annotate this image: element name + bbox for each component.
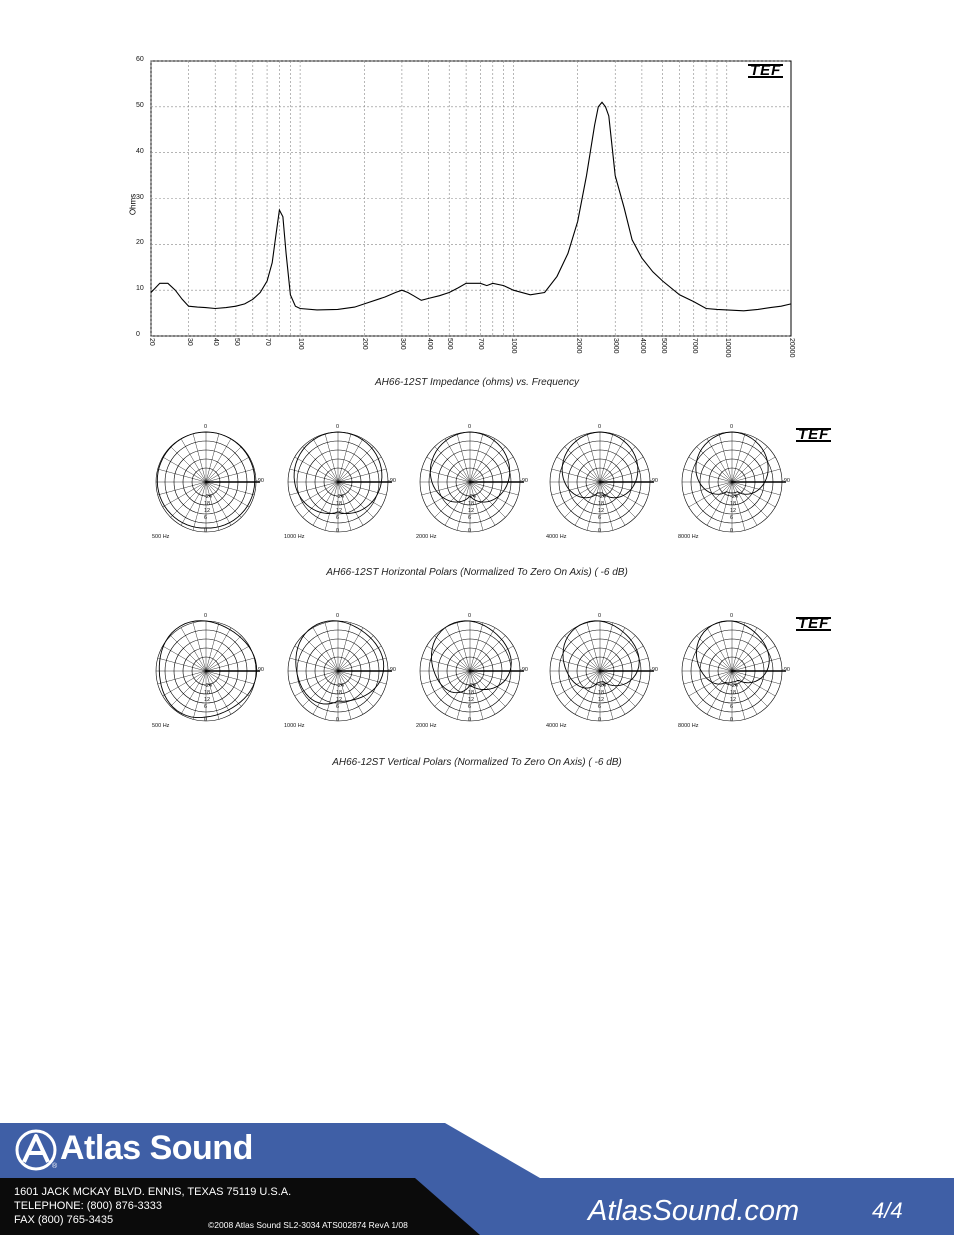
- polar-label-side: -90: [388, 478, 396, 484]
- polar-spoke: [171, 482, 206, 517]
- polar-label-side: -90: [650, 478, 658, 484]
- polar-spoke: [303, 671, 338, 706]
- horizontal-polars-caption: AH66-12ST Horizontal Polars (Normalized To Zero On Axis) ( -6 dB): [326, 567, 628, 578]
- polar-spoke: [338, 636, 373, 671]
- polar-frequency-label: 4000 Hz: [546, 723, 567, 729]
- polar-spoke: [338, 447, 373, 482]
- polar-db-label: 6: [730, 704, 734, 710]
- y-tick-label: 30: [136, 193, 144, 201]
- polar-label-side: -90: [520, 667, 528, 673]
- vertical-polars-caption: AH66-12ST Vertical Polars (Normalized To Zero On Axis) ( -6 dB): [332, 757, 622, 768]
- polar-label-bottom: 0: [468, 528, 472, 534]
- polar-spoke: [697, 482, 732, 517]
- x-tick-label: 3000: [612, 338, 620, 354]
- polar-spoke: [697, 671, 732, 706]
- x-tick-label: 100: [297, 338, 305, 350]
- polar-spoke: [303, 636, 338, 671]
- polar-label-bottom: 0: [336, 717, 340, 723]
- polar-db-label: -24: [468, 494, 476, 500]
- polar-spoke: [435, 482, 470, 517]
- x-tick-label: 400: [425, 338, 433, 350]
- x-tick-label: 10000: [723, 338, 731, 358]
- polar-db-label: -24: [204, 494, 212, 500]
- polar-db-label: -24: [598, 683, 606, 689]
- polar-spoke: [435, 671, 470, 706]
- polar-spoke: [171, 671, 206, 706]
- polar-db-label: 6: [336, 704, 340, 710]
- polar-db-label: 12: [468, 508, 475, 514]
- polar-db-label: 6: [598, 704, 602, 710]
- polar-db-label: 12: [730, 697, 737, 703]
- polar-label-top: 0: [468, 613, 472, 619]
- polar-db-label: 18: [598, 501, 605, 507]
- polar-db-label: 18: [336, 690, 343, 696]
- polar-spoke: [171, 447, 206, 482]
- impedance-caption: AH66-12ST Impedance (ohms) vs. Frequency: [375, 377, 579, 388]
- polar-frequency-label: 1000 Hz: [284, 534, 305, 540]
- polar-spoke: [565, 671, 600, 706]
- polar-spoke: [565, 482, 600, 517]
- footer: [0, 1123, 954, 1235]
- x-tick-label: 20000: [788, 338, 795, 358]
- polar-db-label: 6: [468, 515, 472, 521]
- polar-spoke: [565, 636, 600, 671]
- x-tick-label: 30: [185, 338, 193, 346]
- polar-db-label: 12: [204, 697, 211, 703]
- polar-db-label: 12: [598, 697, 605, 703]
- x-tick-label: 300: [398, 338, 406, 350]
- y-tick-label: 50: [136, 101, 144, 109]
- x-tick-label: 1000: [510, 338, 518, 354]
- y-tick-label: 10: [136, 285, 144, 293]
- polar-db-label: 18: [730, 501, 737, 507]
- polar-frequency-label: 4000 Hz: [546, 534, 567, 540]
- polar-db-label: 6: [204, 515, 208, 521]
- polar-db-label: -24: [598, 494, 606, 500]
- polar-db-label: -24: [730, 683, 738, 689]
- fax-line: FAX (800) 765-3435: [14, 1214, 114, 1226]
- address-line-1: 1601 JACK MCKAY BLVD. ENNIS, TEXAS 75119 U.S.A.: [14, 1186, 292, 1198]
- polar-label-top: 0: [730, 613, 734, 619]
- polar-label-top: 0: [336, 424, 340, 430]
- x-tick-label: 500: [446, 338, 454, 350]
- tef-logo-vertical: TEF: [798, 615, 830, 632]
- brand-name: Atlas Sound: [60, 1129, 253, 1167]
- polar-frequency-label: 2000 Hz: [416, 534, 437, 540]
- tef-logo-horizontal: TEF: [798, 426, 830, 443]
- x-tick-label: 40: [212, 338, 220, 346]
- polar-spoke: [435, 447, 470, 482]
- polar-spoke: [732, 447, 767, 482]
- registered-mark: ®: [52, 1163, 58, 1170]
- polar-spoke: [600, 447, 635, 482]
- polar-spoke: [470, 447, 505, 482]
- x-tick-label: 700: [477, 338, 485, 350]
- polar-label-side: -90: [782, 667, 790, 673]
- polar-db-label: 12: [336, 697, 343, 703]
- polar-db-label: 6: [730, 515, 734, 521]
- polar-db-label: 18: [468, 501, 475, 507]
- website-link[interactable]: AtlasSound.com: [588, 1195, 800, 1227]
- polar-label-top: 0: [598, 424, 602, 430]
- polar-label-bottom: 0: [598, 528, 602, 534]
- polar-frequency-label: 500 Hz: [152, 534, 170, 540]
- polar-db-label: 6: [468, 704, 472, 710]
- impedance-series-line: [151, 102, 791, 310]
- polar-spoke: [303, 447, 338, 482]
- impedance-plot: [148, 58, 794, 338]
- polar-label-bottom: 0: [204, 717, 208, 723]
- polar-spoke: [697, 636, 732, 671]
- polar-label-top: 0: [730, 424, 734, 430]
- polar-db-label: 6: [598, 515, 602, 521]
- telephone-line: TELEPHONE: (800) 876-3333: [14, 1200, 162, 1212]
- polar-label-top: 0: [204, 613, 208, 619]
- polar-spoke: [470, 636, 505, 671]
- polar-db-label: -24: [336, 683, 344, 689]
- polar-db-label: 6: [336, 515, 340, 521]
- polar-db-label: 18: [204, 690, 211, 696]
- y-tick-label: 0: [136, 331, 140, 338]
- x-tick-label: 4000: [638, 338, 646, 354]
- polar-response: [432, 621, 512, 693]
- polar-db-label: 18: [204, 501, 211, 507]
- polar-db-label: -24: [336, 494, 344, 500]
- polar-db-label: -24: [204, 683, 212, 689]
- polar-label-bottom: 0: [730, 717, 734, 723]
- copyright: ©2008 Atlas Sound SL2-3034 ATS002874 RevA 1/08: [208, 1220, 408, 1230]
- polar-spoke: [171, 636, 206, 671]
- polar-db-label: 12: [730, 508, 737, 514]
- y-tick-label: 40: [136, 147, 144, 155]
- polar-db-label: -24: [730, 494, 738, 500]
- polar-label-bottom: 0: [730, 528, 734, 534]
- polar-label-top: 0: [468, 424, 472, 430]
- polar-frequency-label: 8000 Hz: [678, 534, 699, 540]
- polar-spoke: [697, 447, 732, 482]
- polar-db-label: 18: [598, 690, 605, 696]
- polar-label-top: 0: [598, 613, 602, 619]
- page-number: 4/4: [872, 1198, 903, 1223]
- polar-label-top: 0: [204, 424, 208, 430]
- polar-spoke: [565, 447, 600, 482]
- polar-frequency-label: 1000 Hz: [284, 723, 305, 729]
- polar-label-bottom: 0: [336, 528, 340, 534]
- x-tick-label: 5000: [659, 338, 667, 354]
- polar-label-bottom: 0: [598, 717, 602, 723]
- polar-db-label: -24: [468, 683, 476, 689]
- x-tick-label: 200: [361, 338, 369, 350]
- polar-label-side: -90: [520, 478, 528, 484]
- polar-label-side: -90: [388, 667, 396, 673]
- y-tick-label: 60: [136, 56, 144, 63]
- polar-label-bottom: 0: [468, 717, 472, 723]
- polar-spoke: [435, 636, 470, 671]
- polar-db-label: 6: [204, 704, 208, 710]
- polar-db-label: 18: [336, 501, 343, 507]
- x-tick-label: 2000: [574, 338, 582, 354]
- polar-label-side: -90: [782, 478, 790, 484]
- x-tick-label: 50: [232, 338, 240, 346]
- x-tick-label: 7000: [690, 338, 698, 354]
- x-tick-label: 20: [148, 338, 155, 346]
- polar-db-label: 18: [468, 690, 475, 696]
- polar-label-side: -90: [650, 667, 658, 673]
- polar-label-top: 0: [336, 613, 340, 619]
- polar-db-label: 12: [336, 508, 343, 514]
- polar-label-bottom: 0: [204, 528, 208, 534]
- polar-db-label: 12: [204, 508, 211, 514]
- polar-db-label: 12: [468, 697, 475, 703]
- polar-frequency-label: 8000 Hz: [678, 723, 699, 729]
- tef-logo: TEF: [750, 62, 782, 79]
- polar-label-side: -90: [256, 478, 264, 484]
- polar-db-label: 18: [730, 690, 737, 696]
- y-tick-label: 20: [136, 239, 144, 247]
- polar-spoke: [206, 447, 241, 482]
- polar-db-label: 12: [598, 508, 605, 514]
- polar-spoke: [600, 636, 635, 671]
- y-axis-label: Ohms: [128, 193, 138, 216]
- x-tick-label: 70: [264, 338, 272, 346]
- polar-label-side: -90: [256, 667, 264, 673]
- polar-spoke: [206, 636, 241, 671]
- polar-frequency-label: 2000 Hz: [416, 723, 437, 729]
- polar-frequency-label: 500 Hz: [152, 723, 170, 729]
